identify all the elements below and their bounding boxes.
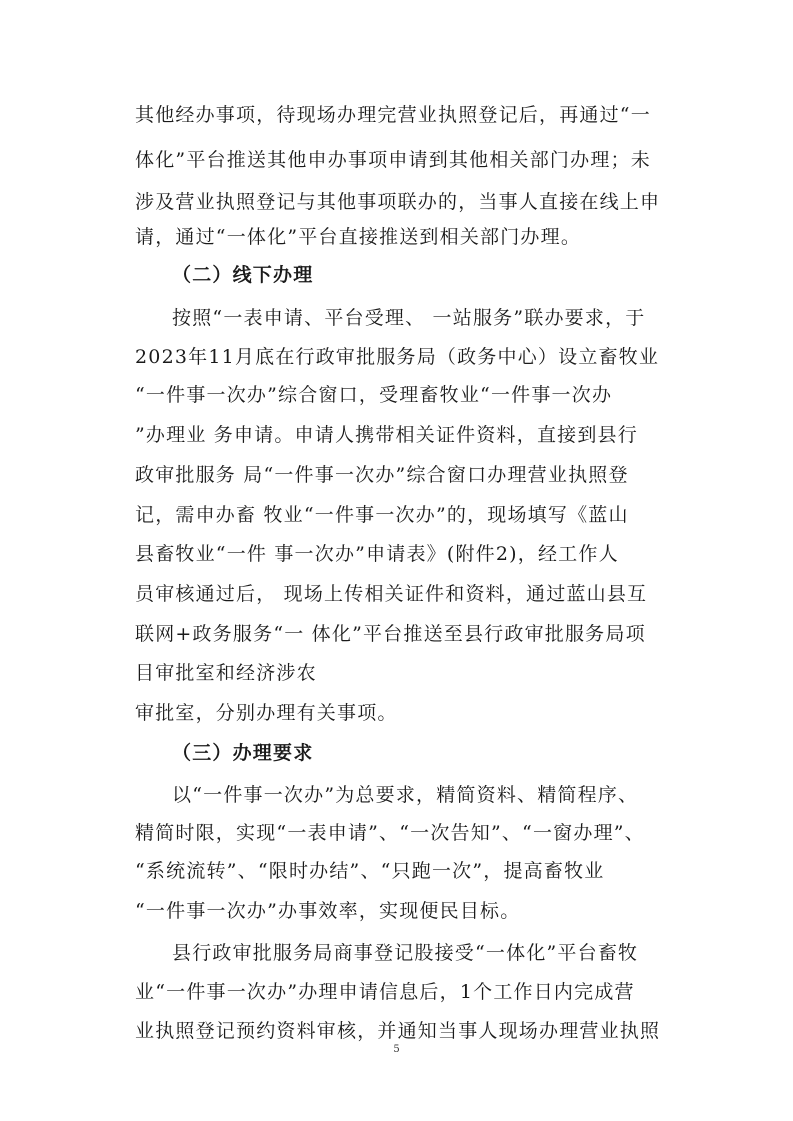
paragraph-line: 审批室，分别办理有关事项。 xyxy=(135,702,398,724)
paragraph-line: 按照“一表申请、平台受理、 一站服务”联办要求，于 xyxy=(172,307,646,329)
paragraph-line: 联网+政务服务“一 体化”平台推送至县行政审批服务局项 xyxy=(135,623,646,645)
paragraph-line: 其他经办事项，待现场办理完营业执照登记后，再通过“一 xyxy=(135,104,651,126)
paragraph-line: 员审核通过后， 现场上传相关证件和资料，通过蓝山县互 xyxy=(135,583,648,605)
paragraph-line: “一件事一次办”办事效率，实现便民目标。 xyxy=(135,900,521,922)
paragraph-line: 涉及营业执照登记与其他事项联办的，当事人直接在线上申 xyxy=(135,191,661,213)
page-number: 5 xyxy=(393,1044,400,1055)
paragraph-line: 县畜牧业“一件 事一次办”申请表》(附件2)，经工作人 xyxy=(135,543,619,565)
section-heading: （二）线下办理 xyxy=(172,264,314,286)
paragraph-line: 2023年11月底在行政审批服务局（政务中心）设立畜牧业 xyxy=(135,346,660,368)
paragraph-line: 目审批室和经济涉农 xyxy=(135,662,317,684)
paragraph-line: 县行政审批服务局商事登记股接受“一体化”平台畜牧 xyxy=(172,942,639,964)
paragraph-line: 请，通过“一体化”平台直接推送到相关部门办理。 xyxy=(135,226,582,248)
section-heading: （三）办理要求 xyxy=(172,742,314,764)
paragraph-line: “一件事一次办”综合窗口，受理畜牧业“一件事一次办 xyxy=(135,384,613,406)
paragraph-line: 体化”平台推送其他申办事项申请到其他相关部门办理；未 xyxy=(135,149,651,171)
paragraph-line: 业“一件事一次办”办理申请信息后，1个工作日内完成营 xyxy=(135,981,635,1003)
paragraph-line: ”办理业 务申请。申请人携带相关证件资料，直接到县行 xyxy=(135,424,638,446)
paragraph-line: “系统流转”、“限时办结”、“只跑一次”，提高畜牧业 xyxy=(135,860,605,882)
paragraph-line: 精简时限，实现“一表申请”、“一次告知”、“一窗办理”、 xyxy=(135,822,645,844)
paragraph-line: 以“一件事一次办”为总要求，精简资料、精简程序、 xyxy=(172,784,639,806)
paragraph-line: 政审批服务 局“一件事一次办”综合窗口办理营业执照登 xyxy=(135,464,629,486)
paragraph-line: 业执照登记预约资料审核，并通知当事人现场办理营业执照 xyxy=(135,1020,661,1042)
paragraph-line: 记，需申办畜 牧业“一件事一次办”的，现场填写《蓝山 xyxy=(135,504,629,526)
